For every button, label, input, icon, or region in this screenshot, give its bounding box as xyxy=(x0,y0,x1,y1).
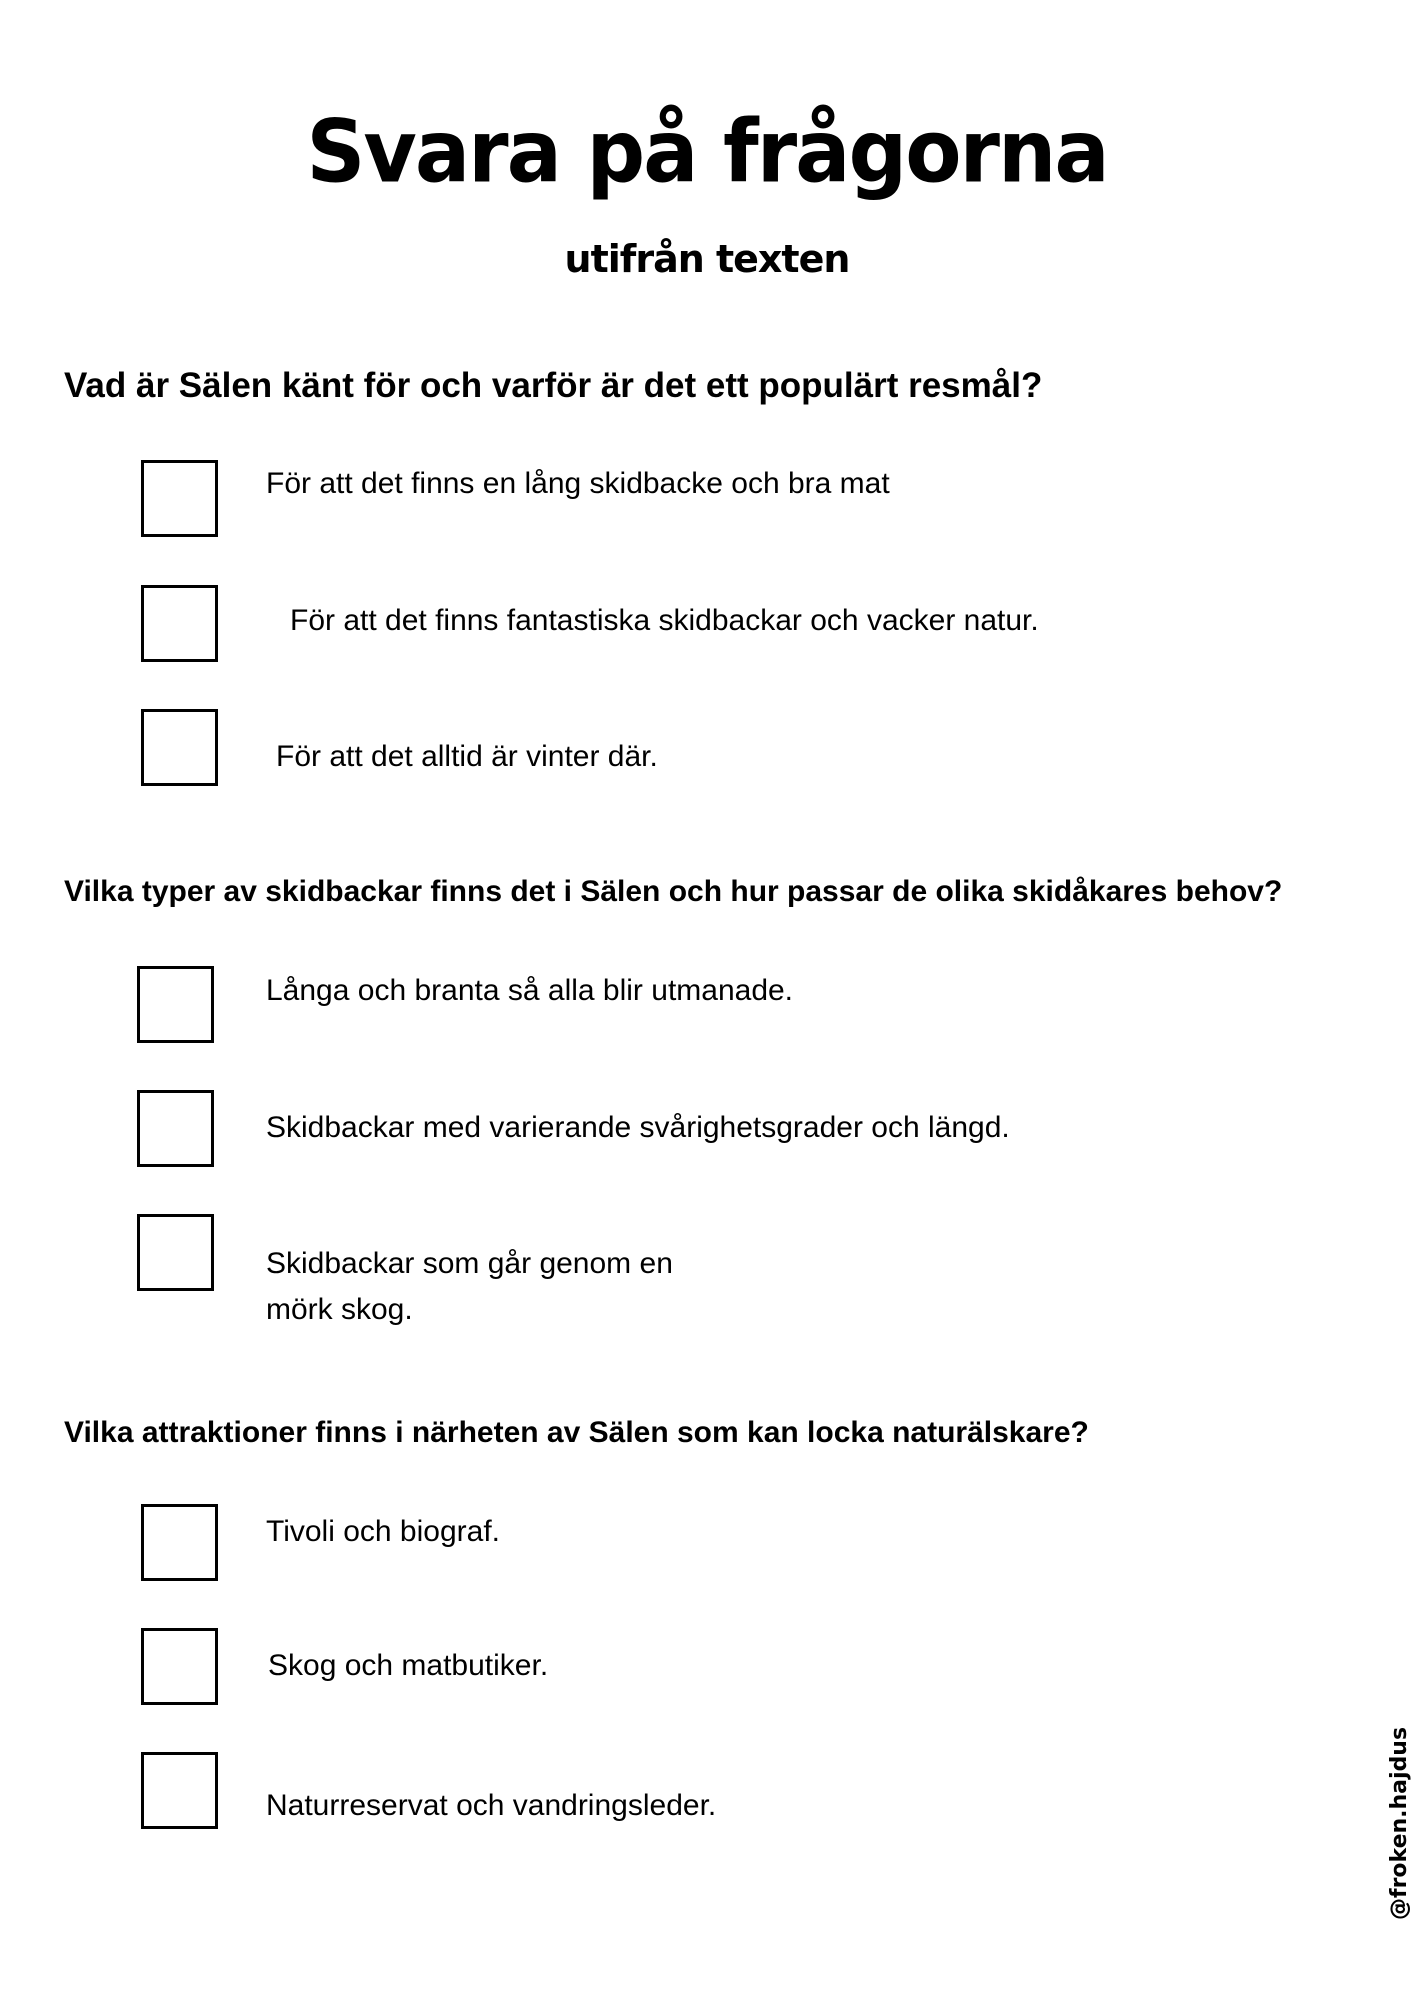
question-3-option-1-label: Tivoli och biograf. xyxy=(266,1515,500,1548)
question-2-option-3-label-line-1: Skidbackar som går genom en xyxy=(266,1247,673,1280)
question-2-option-3-label-line-2: mörk skog. xyxy=(266,1293,413,1326)
question-3-option-1-checkbox[interactable] xyxy=(141,1504,218,1581)
page-title: Svara på frågorna xyxy=(306,102,1108,203)
question-2-option-3-checkbox[interactable] xyxy=(137,1214,214,1291)
question-1-option-1-label: För att det finns en lång skidbacke och bra mat xyxy=(266,467,890,500)
question-1-option-1-checkbox[interactable] xyxy=(141,460,218,537)
question-3-option-2-checkbox[interactable] xyxy=(141,1628,218,1705)
question-2-option-1-checkbox[interactable] xyxy=(137,966,214,1043)
question-2-option-2-label: Skidbackar med varierande svårighetsgrader och längd. xyxy=(266,1111,1010,1144)
question-3-option-3-checkbox[interactable] xyxy=(141,1752,218,1829)
question-3-option-3-label: Naturreservat och vandringsleder. xyxy=(266,1789,717,1822)
question-3-option-2-label: Skog och matbutiker. xyxy=(268,1649,549,1682)
question-1-option-2-label: För att det finns fantastiska skidbackar och vacker natur. xyxy=(290,604,1039,637)
question-2-option-2-checkbox[interactable] xyxy=(137,1090,214,1167)
author-handle: @froken.hajdus xyxy=(1387,1726,1412,1920)
question-1-option-2-checkbox[interactable] xyxy=(141,585,218,662)
question-1-option-3-label: För att det alltid är vinter där. xyxy=(276,740,658,773)
question-1: Vad är Sälen känt för och varför är det ett populärt resmål? xyxy=(64,366,1043,405)
question-2-option-1-label: Långa och branta så alla blir utmanade. xyxy=(266,974,794,1007)
question-1-option-3-checkbox[interactable] xyxy=(141,709,218,786)
question-3: Vilka attraktioner finns i närheten av Sälen som kan locka naturälskare? xyxy=(64,1416,1089,1449)
question-2: Vilka typer av skidbackar finns det i Sälen och hur passar de olika skidåkares behov? xyxy=(64,875,1283,908)
page-subtitle: utifrån texten xyxy=(564,237,850,281)
